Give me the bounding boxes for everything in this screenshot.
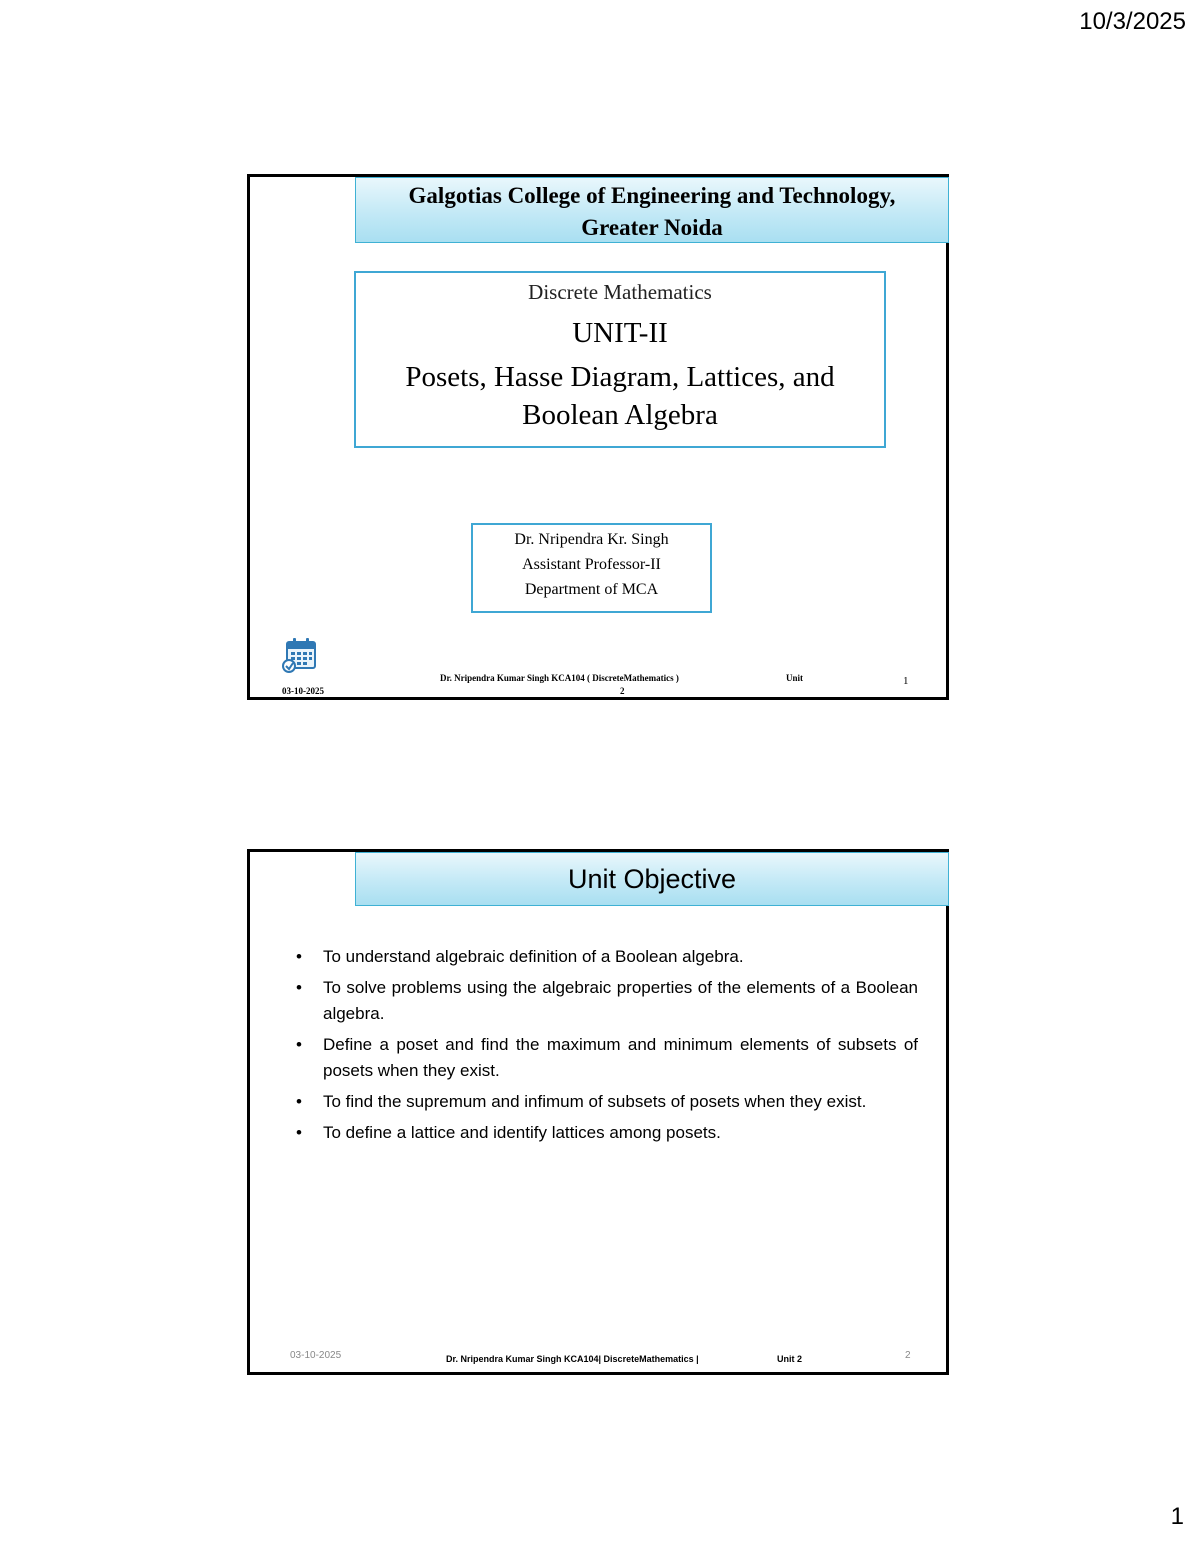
bullet: • (296, 978, 302, 997)
institution-name: Galgotias College of Engineering and Technology, (408, 183, 896, 208)
slide-1-footer-date: 03-10-2025 (282, 686, 324, 696)
bullet: • (296, 947, 302, 966)
list-item: • To define a lattice and identify lattices among posets. (296, 1120, 918, 1146)
slide-2-title-banner (355, 852, 949, 906)
slide-2-footer-date: 03-10-2025 (290, 1350, 342, 1361)
calendar-icon (282, 637, 318, 673)
author-title: Assistant Professor-II (522, 556, 661, 573)
course-name: Discrete Mathematics (528, 280, 712, 304)
slide-1-footer-course: Dr. Nripendra Kumar Singh KCA104 ( DiscreteMathematics ) (440, 673, 679, 683)
list-item: • Define a poset and find the maximum and minimum elements of subsets of posets when they exist. (296, 1032, 918, 1084)
slide-2-footer-unit: Unit 2 (777, 1354, 803, 1364)
list-item: • To solve problems using the algebraic properties of the elements of a Boolean algebra. (296, 975, 918, 1027)
unit-topic (356, 358, 884, 434)
unit-title-box (354, 271, 886, 448)
objectives-list (296, 944, 918, 1151)
page-date: 10/3/2025 (1079, 8, 1186, 35)
author-box (471, 523, 712, 613)
unit-topic-line-1: Posets, Hasse Diagram, Lattices, and (405, 361, 835, 393)
author-name: Dr. Nripendra Kr. Singh (514, 531, 669, 548)
slide-2-number: 2 (905, 1350, 911, 1361)
slide-1-footer-unit-label: Unit (786, 673, 804, 683)
slide-1-number: 1 (903, 675, 909, 687)
slide-1 (247, 174, 949, 700)
page-number: 1 (1170, 1503, 1184, 1530)
bullet: • (296, 1092, 302, 1111)
slide-2 (247, 849, 949, 1375)
slide-1-footer-unit-number: 2 (620, 686, 625, 696)
unit-label: UNIT-II (572, 317, 668, 349)
list-item: • To understand algebraic definition of a Boolean algebra. (296, 944, 918, 970)
list-item: • To find the supremum and infimum of subsets of posets when they exist. (296, 1089, 918, 1115)
institution-banner (355, 177, 949, 243)
institution-location: Greater Noida (581, 215, 723, 240)
slide-2-title: Unit Objective (567, 864, 737, 894)
unit-topic-line-2: Boolean Algebra (522, 399, 718, 431)
bullet: • (296, 1035, 302, 1054)
bullet: • (296, 1123, 302, 1142)
slide-2-footer-course: Dr. Nripendra Kumar Singh KCA104| DiscreteMathematics | (446, 1354, 699, 1364)
author-department: Department of MCA (524, 581, 659, 598)
